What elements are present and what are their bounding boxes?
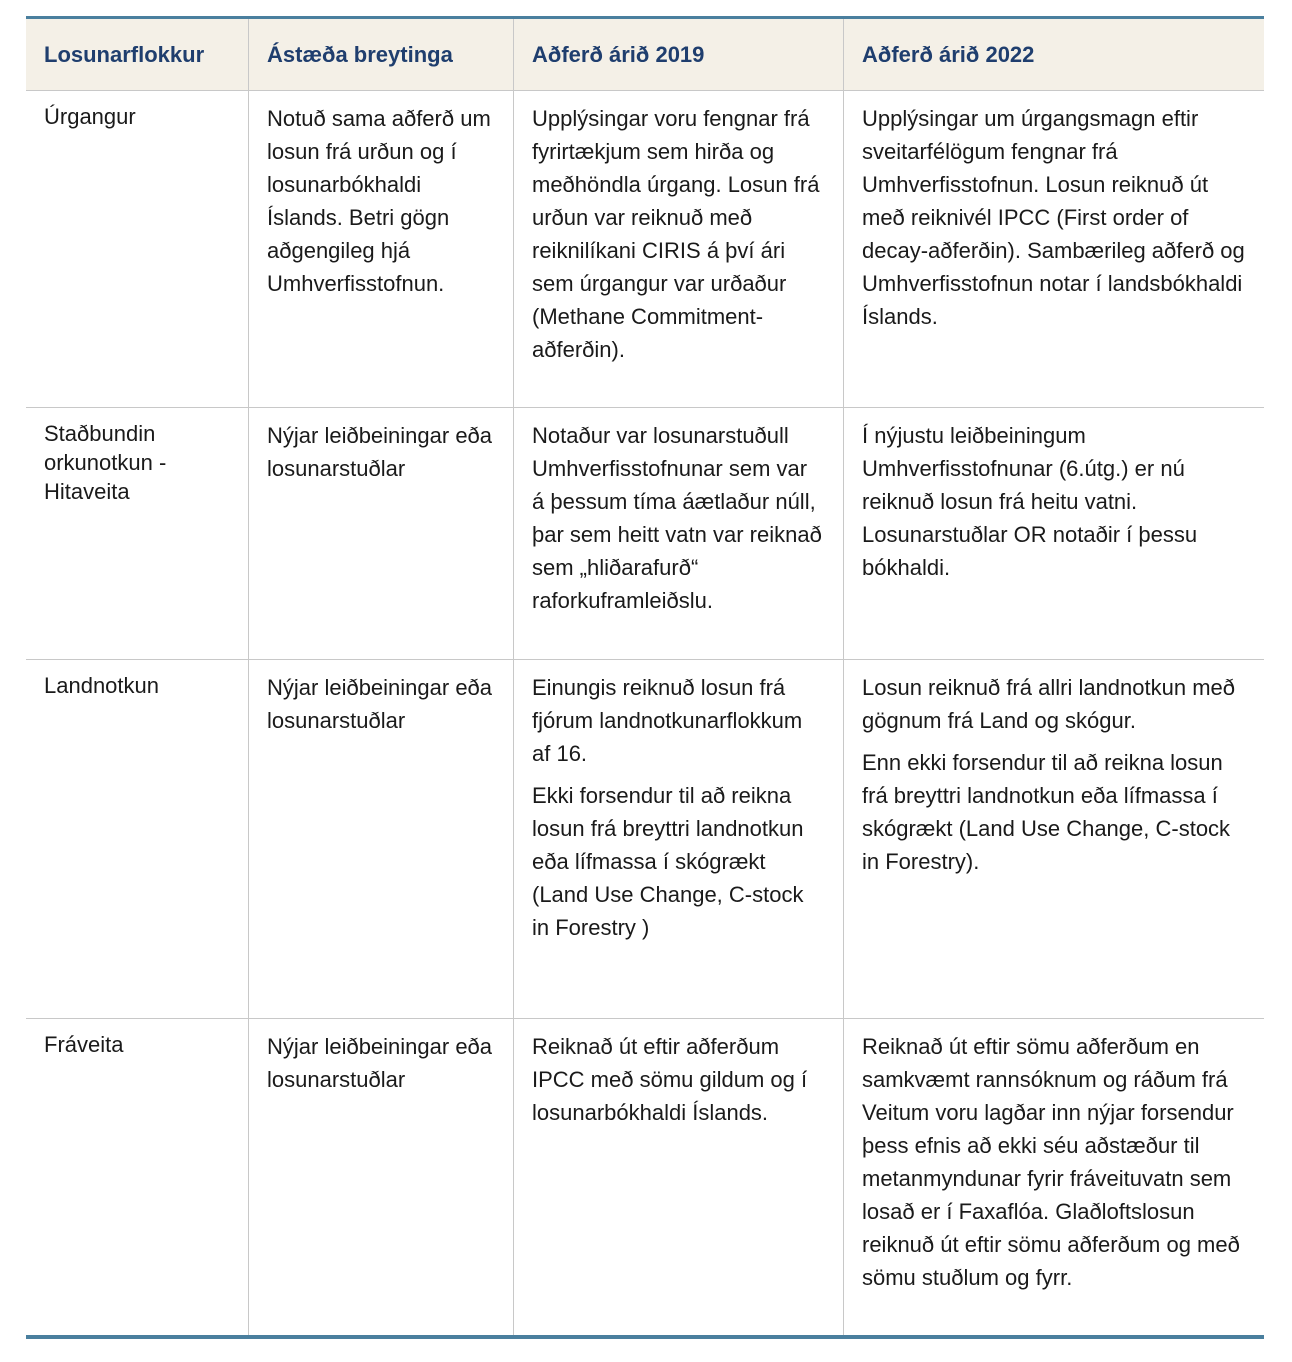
table-bottom-rule bbox=[26, 1335, 1264, 1339]
table-row bbox=[26, 660, 1264, 1019]
method-2022-paragraph: Enn ekki forsendur til að reikna losun frá breyttri landnotkun eða lífmassa í skógrækt (Land Use Change, C-stock in Forestry). bbox=[862, 750, 1231, 874]
method-2019-cell bbox=[514, 660, 844, 1018]
category-line: Hitaveita bbox=[44, 479, 130, 504]
method-2019-paragraph: Einungis reiknuð losun frá fjórum landnotkunarflokkum af 16. bbox=[532, 675, 803, 766]
reason-text: Nýjar leiðbeiningar eða losunarstuðlar bbox=[267, 675, 493, 733]
category-cell bbox=[26, 660, 249, 1018]
method-2022-cell bbox=[844, 91, 1264, 407]
method-2019-paragraph: Reiknað út eftir aðferðum IPCC með sömu gildum og í losunarbókhaldi Íslands. bbox=[532, 1034, 808, 1125]
method-2019-cell bbox=[514, 91, 844, 407]
method-2022-cell bbox=[844, 1019, 1264, 1335]
reason-text: Nýjar leiðbeiningar eða losunarstuðlar bbox=[267, 423, 493, 481]
emissions-methods-table bbox=[26, 16, 1264, 1339]
category-line: orkunotkun - bbox=[44, 450, 167, 475]
method-2019-cell bbox=[514, 408, 844, 659]
reason-cell bbox=[249, 91, 514, 407]
header-cell-method-2022: Aðferð árið 2022 bbox=[862, 42, 1035, 67]
header-cell-reason: Ástæða breytinga bbox=[249, 19, 514, 90]
reason-cell bbox=[249, 660, 514, 1018]
method-2022-paragraph: Losun reiknuð frá allri landnotkun með gögnum frá Land og skógur. bbox=[862, 675, 1236, 733]
method-2022-paragraph: Reiknað út eftir sömu aðferðum en samkvæmt rannsóknum og ráðum frá Veitum voru lagðar inn nýjar forsendur þess efnis að ekki séu aðstæður til metanmyndunar fyrir fráveituvatn sem losað er í Faxaflóa. Glaðloftslosun reiknuð út eftir sömu aðferðum og með sömu stuðlum og fyrr. bbox=[862, 1034, 1240, 1290]
reason-text: Nýjar leiðbeiningar eða losunarstuðlar bbox=[267, 1034, 493, 1092]
reason-text: Notuð sama aðferð um losun frá urðun og í losunarbókhaldi Íslands. Betri gögn aðgengileg hjá Umhverfisstofnun. bbox=[267, 106, 491, 296]
table-row bbox=[26, 408, 1264, 660]
category-line: Úrgangur bbox=[44, 104, 136, 129]
method-2019-paragraph: Upplýsingar voru fengnar frá fyrirtækjum sem hirða og meðhöndla úrgang. Losun frá urðun var reiknuð með reiknilíkani CIRIS á því ári sem úrgangur var urðaður (Methane Commitment-aðferðin). bbox=[532, 106, 820, 362]
category-line: Staðbundin bbox=[44, 421, 156, 446]
category-cell bbox=[26, 91, 249, 407]
table-header-row bbox=[26, 19, 1264, 91]
reason-cell bbox=[249, 1019, 514, 1335]
category-line: Landnotkun bbox=[44, 673, 159, 698]
header-cell-method-2019: Aðferð árið 2019 bbox=[514, 19, 844, 90]
method-2022-cell bbox=[844, 408, 1264, 659]
reason-cell bbox=[249, 408, 514, 659]
method-2022-cell bbox=[844, 660, 1264, 1018]
method-2019-paragraph: Notaður var losunarstuðull Umhverfisstofnunar sem var á þessum tíma áætlaður núll, þar sem heitt vatn var reiknað sem „hliðarafurð“ raforkuframleiðslu. bbox=[532, 423, 822, 613]
method-2022-paragraph: Í nýjustu leiðbeiningum Umhverfisstofnunar (6.útg.) er nú reiknuð losun frá heitu vatni. Losunarstuðlar OR notaðir í þessu bókhaldi. bbox=[862, 423, 1198, 580]
method-2019-cell bbox=[514, 1019, 844, 1335]
method-2019-paragraph: Ekki forsendur til að reikna losun frá breyttri landnotkun eða lífmassa í skógrækt (Land Use Change, C-stock in Forestry ) bbox=[532, 783, 804, 940]
method-2022-paragraph: Upplýsingar um úrgangsmagn eftir sveitarfélögum fengnar frá Umhverfisstofnun. Losun reiknuð út með reiknivél IPCC (First order of decay-aðferðin). Sambærileg aðferð og Umhverfisstofnun notar í landsbókhaldi Íslands. bbox=[862, 106, 1245, 329]
header-cell-category: Losunarflokkur bbox=[26, 19, 249, 90]
table-row bbox=[26, 91, 1264, 408]
category-cell bbox=[26, 408, 249, 659]
table-row bbox=[26, 1019, 1264, 1335]
category-line: Fráveita bbox=[44, 1032, 124, 1057]
category-cell bbox=[26, 1019, 249, 1335]
